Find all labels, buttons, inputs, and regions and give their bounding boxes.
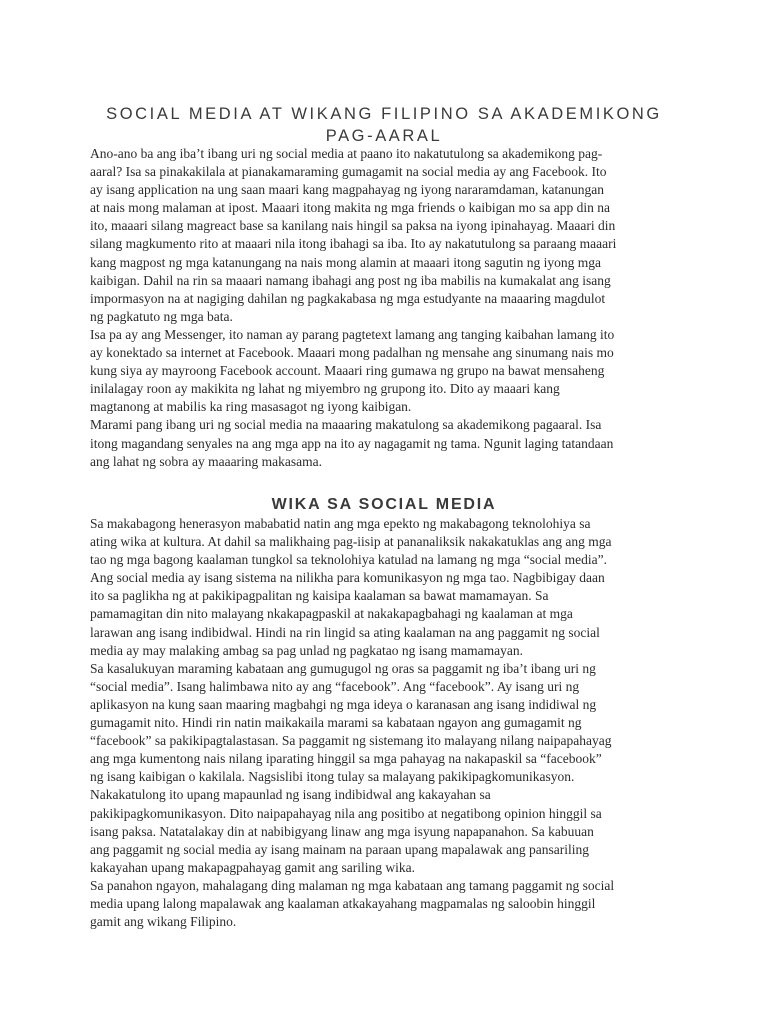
document-title	[90, 103, 678, 147]
text-line: ay isang application na ung saan maari kang magpahayag ng iyong nararamdaman, katanungan	[90, 182, 604, 198]
text-line: ito, maaari silang magreact base sa kanilang nais hingil sa paksa na iyong ipinahayag. Maaari din	[90, 218, 616, 234]
text-line: Marami pang ibang uri ng social media na maaaring makatulong sa akademikong pagaaral. Isa	[90, 417, 602, 433]
title-line: SOCIAL MEDIA AT WIKANG FILIPINO SA AKADEMIKONG	[106, 105, 662, 124]
text-line: kakayahan upang makapagpahayag gamit ang sariling wika.	[90, 859, 416, 875]
text-line: ay konektado sa internet at Facebook. Maaari mong padalhan ng mensahe ang sinumang nais mo	[90, 345, 614, 361]
text-line: isang paksa. Natatalakay din at nabibigyang linaw ang mga isyung napapanahon. Sa kabuuan	[90, 823, 594, 839]
text-line: ng isang kaibigan o kakilala. Nagsislibi itong tulay sa malayang pakikipagkomunikasyon.	[90, 769, 575, 785]
text-line: impormasyon na at nagiging dahilan ng pagkakabasa ng mga estudyante na maaaring magdulot	[90, 290, 606, 306]
text-line: aplikasyon na kung saan maaring magbahgi ng mga ideya o karanasan ang isang indidiwal ng	[90, 696, 597, 712]
text-line: tao ng mga bagong kaalaman tungkol sa teknolohiya katulad na lamang ng mga “social media”.	[90, 552, 607, 568]
text-line: media upang lalong mapalawak ang kaalaman atkakayahang magpamalas ng saloobin hinggil	[90, 895, 596, 911]
section-heading: WIKA SA SOCIAL MEDIA	[271, 496, 497, 514]
title-line: PAG-AARAL	[325, 127, 443, 146]
text-line: ito sa paglikha ng at pakikipagpalitan ng kaisipa kaalaman sa bawat mamamayan. Sa	[90, 588, 549, 604]
text-line: aaral? Isa sa pinakakilala at pianakamaraming gumagamit na social media ay ang Facebook. Ito	[90, 164, 607, 180]
text-line: ang lahat ng sobra ay maaaring makasama.	[90, 453, 323, 469]
text-line: gamit ang wikang Filipino.	[90, 914, 237, 930]
text-line: ating wika at kultura. At dahil sa malikhaing pag-iisip at pananaliksik nakakatuklas ang ang mga	[90, 534, 612, 550]
text-line: at nais mong malaman at ipost. Maaari itong makita ng mga friends o kaibigan mo sa app din na	[90, 200, 611, 216]
section-1-body	[90, 145, 690, 471]
text-line: itong magandang senyales na ang mga app na ito ay nagagamit ng tama. Ngunit laging tatandaan	[90, 435, 614, 451]
text-line: ng pagkatuto ng mga bata.	[90, 308, 233, 324]
section-2-body	[90, 515, 690, 931]
text-line: pakikipagkomunikasyon. Dito naipapahayag nila ang positibo at negatibong opinion hinggil sa	[90, 805, 602, 821]
text-line: Isa pa ay ang Messenger, ito naman ay parang pagtetext lamang ang tanging kaibahan lamang ito	[90, 326, 615, 342]
text-line: Sa makabagong henerasyon mababatid natin ang mga epekto ng makabagong teknolohiya sa	[90, 516, 591, 531]
text-line: pamamagitan din nito malayang nkakapagpaskil at nakakapagbahagi ng kaalaman at mga	[90, 606, 573, 622]
text-line: kung siya ay mayroong Facebook account. Maaari ring gumawa ng grupo na bawat mensaheng	[90, 363, 605, 379]
text-line: media ay may malaking ambag sa pag unlad ng pagkatao ng isang mamamayan.	[90, 642, 523, 658]
text-line: “facebook” sa pakikipagtalastasan. Sa paggamit ng sistemang ito malayang nilang naipapahayag	[90, 733, 612, 749]
text-line: kaibigan. Dahil na rin sa maaari namang ibahagi ang post ng iba mabilis na kumakalat ang isang	[90, 272, 611, 288]
text-line: ang mga kumentong nais nilang iparating hinggil sa mga pahayag na nakapaskil sa “facebook”	[90, 751, 602, 767]
text-line: silang magkumento rito at maaari nila itong ibahagi sa iba. Ito ay nakatutulong sa paraang maaari	[90, 236, 617, 252]
text-line: Ano-ano ba ang iba’t ibang uri ng social media at paano ito nakatutulong sa akademikong pag-	[90, 146, 603, 161]
text-line: Ang social media ay isang sistema na nilikha para komunikasyon ng mga tao. Nagbibigay daan	[90, 570, 605, 586]
text-line: Sa kasalukuyan maraming kabataan ang gumugugol ng oras sa paggamit ng iba’t ibang uri ng	[90, 660, 596, 676]
text-line: ang paggamit ng social media ay isang mainam na paraan upang mapalawak ang pansariling	[90, 841, 589, 857]
text-line: magtanong at mabilis ka ring masasagot ng iyong kaibigan.	[90, 399, 412, 415]
text-line: gumagamit nito. Hindi rin natin maikakaila marami sa kabataan ngayon ang gumagamit ng	[90, 715, 582, 731]
text-line: “social media”. Isang halimbawa nito ay ang “facebook”. Ang “facebook”. Ay isang uri ng	[90, 678, 580, 694]
text-line: kang magpost ng mga katanungang na nais mong alamin at maaari itong sagutin ng iyong mga	[90, 254, 602, 270]
text-line: larawan ang isang indibidwal. Hindi na rin lingid sa ating kaalaman na ang paggamit ng social	[90, 624, 600, 640]
text-line: Sa panahon ngayon, mahalagang ding malaman ng mga kabataan ang tamang paggamit ng social	[90, 877, 615, 893]
text-line: Nakakatulong ito upang mapaunlad ng isang indibidwal ang kakayahan sa	[90, 787, 491, 803]
text-line: inilalagay roon ay makikita ng lahat ng miyembro ng grupong ito. Dito ay maaari kang	[90, 381, 560, 397]
